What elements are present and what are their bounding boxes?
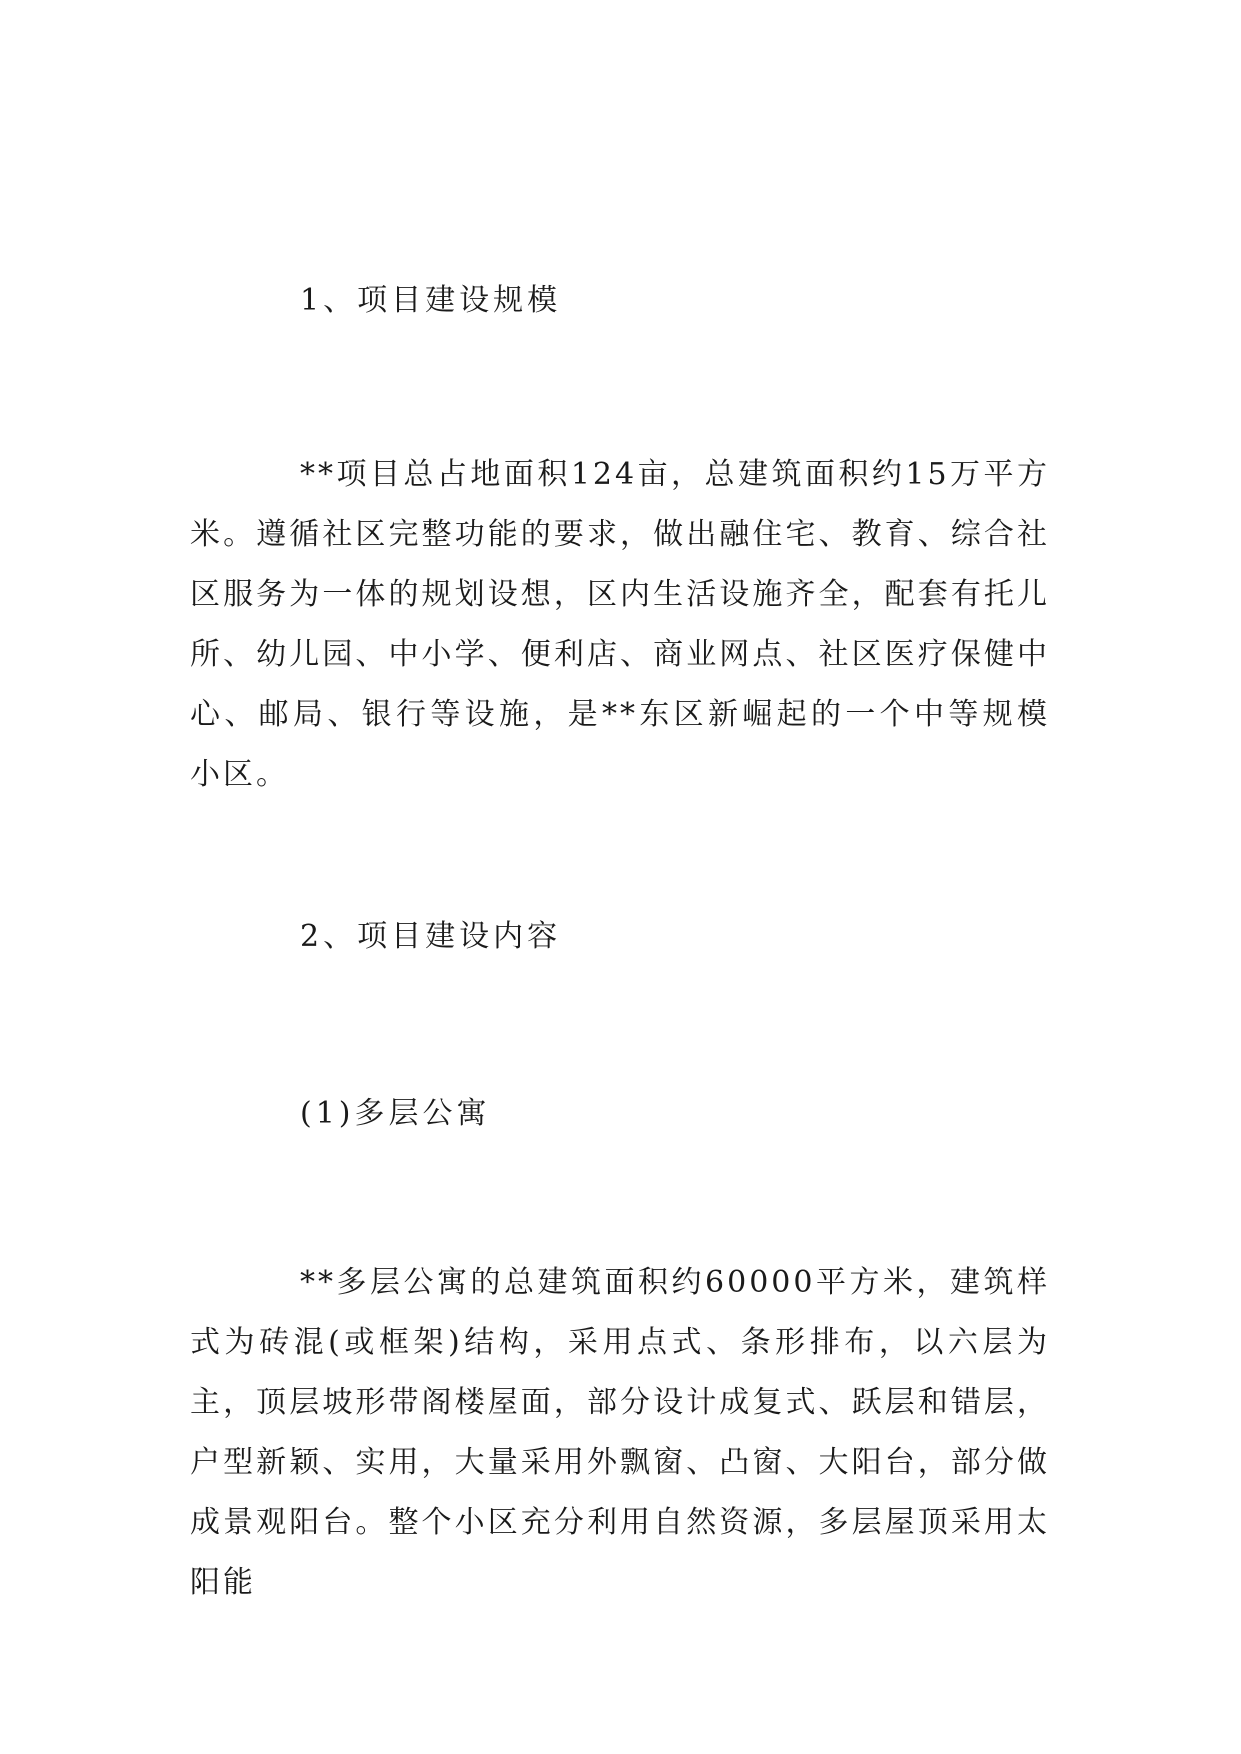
section-heading-content: 2、项目建设内容	[300, 919, 562, 954]
paragraph-scale: **项目总占地面积124亩，总建筑面积约15万平方米。遵循社区完整功能的要求，做出融住宅、教育、综合社区服务为一体的规划设想，区内生活设施齐全，配套有托儿所、幼儿园、中小学、便利店、商业网点、社区医疗保健中心、邮局、银行等设施，是**东区新崛起的一个中等规模小区。	[190, 457, 1050, 792]
subheading-multistory-apartments: (1)多层公寓	[300, 1096, 491, 1131]
paragraph-multistory-apartments: **多层公寓的总建筑面积约60000平方米，建筑样式为砖混(或框架)结构，采用点式、条形排布，以六层为主，顶层坡形带阁楼屋面，部分设计成复式、跃层和错层，户型新颖、实用，大量采用外飘窗、凸窗、大阳台，部分做成景观阳台。整个小区充分利用自然资源，多层屋顶采用太阳能	[190, 1265, 1050, 1600]
section-heading-scale: 1、项目建设规模	[300, 283, 562, 318]
